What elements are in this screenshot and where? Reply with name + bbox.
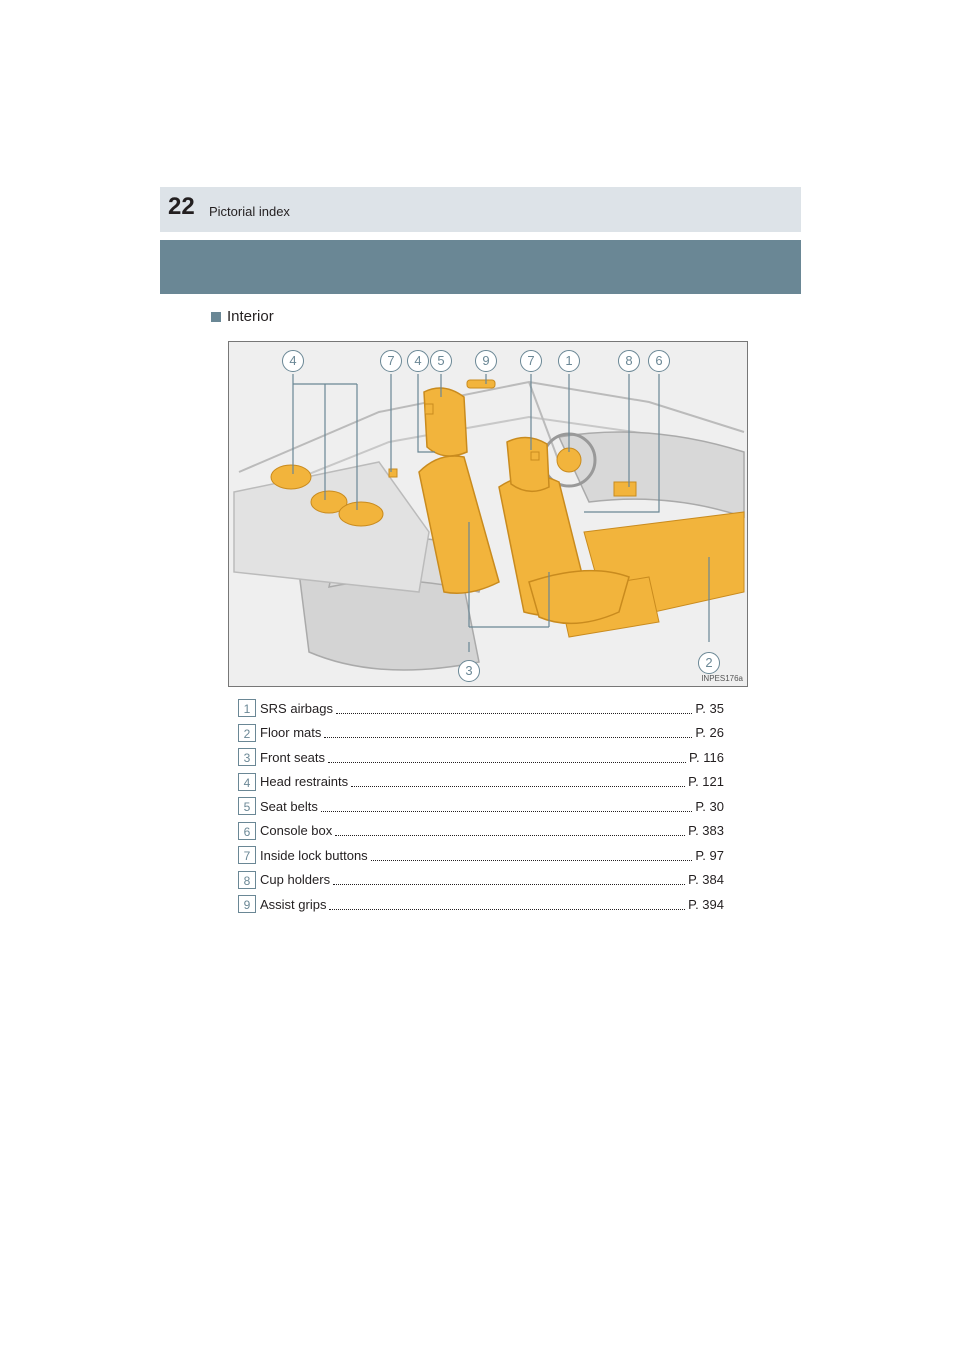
callout-5: 5 (430, 350, 452, 372)
subheading-text: Interior (227, 308, 274, 325)
item-number: 1 (238, 699, 256, 717)
index-row (238, 819, 724, 844)
page-reference[interactable]: P. 384 (688, 872, 724, 888)
page-number: 22 (168, 193, 195, 220)
item-label: Floor mats (260, 725, 322, 741)
index-row (238, 843, 724, 868)
figure-code: INPES176a (701, 674, 743, 683)
callout-7: 7 (520, 350, 542, 372)
item-number: 2 (238, 724, 256, 742)
index-row (238, 892, 724, 917)
index-row (238, 770, 724, 795)
index-row (238, 745, 724, 770)
car-interior-drawing (229, 342, 747, 686)
item-label: Inside lock buttons (260, 847, 368, 863)
page-reference[interactable]: P. 97 (695, 847, 724, 863)
item-label: SRS airbags (260, 700, 333, 716)
index-row (238, 721, 724, 746)
square-bullet-icon (211, 312, 221, 322)
dot-leader (329, 909, 685, 910)
page-reference[interactable]: P. 35 (695, 700, 724, 716)
page-reference[interactable]: P. 116 (689, 749, 724, 765)
item-number: 7 (238, 846, 256, 864)
interior-illustration (228, 341, 748, 687)
dot-leader (351, 786, 685, 787)
callout-7: 7 (380, 350, 402, 372)
item-label: Console box (260, 823, 333, 839)
page-reference[interactable]: P. 30 (695, 798, 724, 814)
dot-leader (333, 884, 685, 885)
index-row (238, 794, 724, 819)
page-reference[interactable]: P. 383 (688, 823, 724, 839)
item-number: 9 (238, 895, 256, 913)
callout-2: 2 (698, 652, 720, 674)
item-number: 8 (238, 871, 256, 889)
index-row (238, 696, 724, 721)
page-reference[interactable]: P. 121 (688, 774, 724, 790)
dot-leader (324, 737, 692, 738)
callout-8: 8 (618, 350, 640, 372)
callout-6: 6 (648, 350, 670, 372)
header-band (160, 240, 801, 294)
item-number: 6 (238, 822, 256, 840)
callout-4: 4 (282, 350, 304, 372)
callout-3: 3 (458, 660, 480, 682)
item-label: Cup holders (260, 872, 331, 888)
item-label: Assist grips (260, 896, 327, 912)
item-number: 5 (238, 797, 256, 815)
item-label: Front seats (260, 749, 326, 765)
page-header (160, 187, 801, 232)
dot-leader (371, 860, 693, 861)
item-label: Head restraints (260, 774, 349, 790)
item-number: 3 (238, 748, 256, 766)
dot-leader (328, 762, 686, 763)
callout-1: 1 (558, 350, 580, 372)
dot-leader (336, 713, 692, 714)
page-reference[interactable]: P. 394 (688, 896, 724, 912)
callout-9: 9 (475, 350, 497, 372)
subheading (211, 308, 274, 325)
callout-4: 4 (407, 350, 429, 372)
index-list (238, 696, 724, 917)
dot-leader (321, 811, 692, 812)
item-number: 4 (238, 773, 256, 791)
section-title: Pictorial index (209, 204, 290, 219)
page-reference[interactable]: P. 26 (695, 725, 724, 741)
index-row (238, 868, 724, 893)
item-label: Seat belts (260, 798, 318, 814)
dot-leader (335, 835, 685, 836)
